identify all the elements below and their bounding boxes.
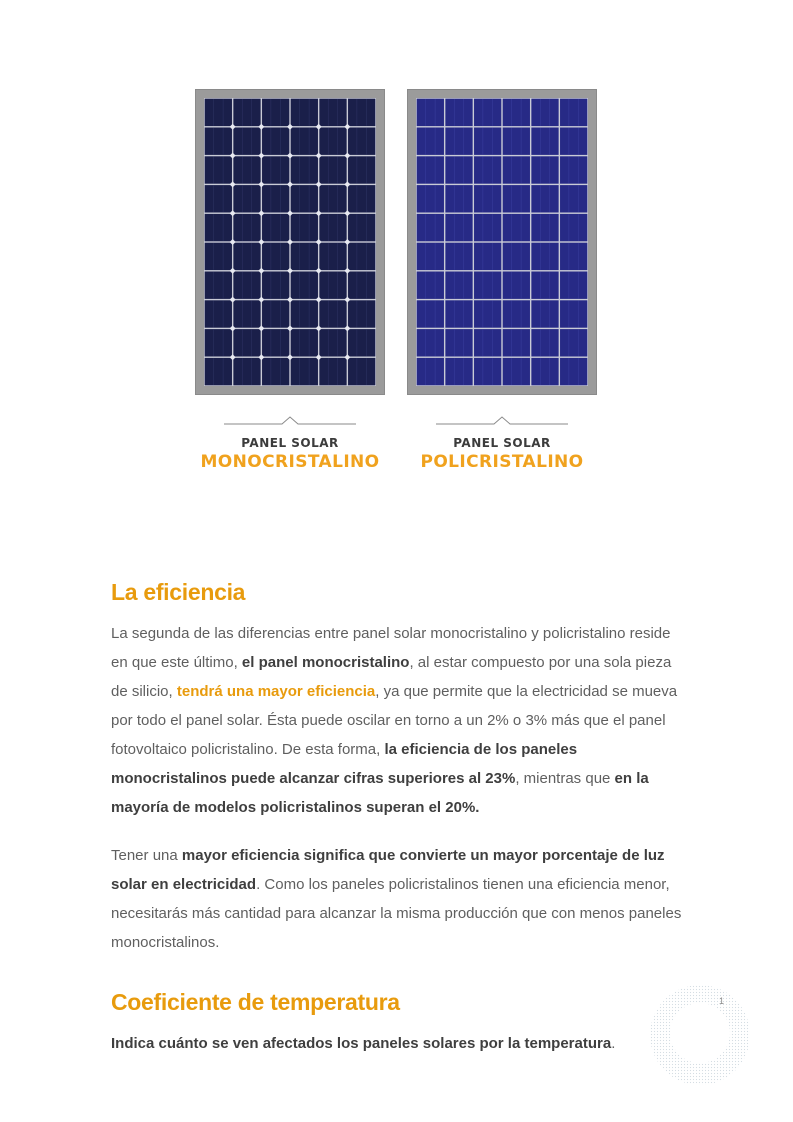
bold-run: mayor eficiencia significa que convierte un mayor porcentaje de luz solar en electricidad — [111, 847, 665, 893]
panel-cell — [262, 214, 289, 241]
panel-cell — [348, 185, 375, 212]
panel-cell — [348, 300, 375, 327]
panel-cell — [348, 329, 375, 356]
panel-cell — [531, 358, 558, 385]
panel-cell — [233, 156, 260, 183]
panel-cell — [319, 243, 346, 270]
polycrystalline-panel-image — [407, 89, 597, 395]
panel-cell — [205, 358, 232, 385]
solar-panels-figure — [0, 0, 793, 520]
panel-cell — [503, 185, 530, 212]
panel-cell — [503, 243, 530, 270]
panel-cell — [262, 156, 289, 183]
panel-cell — [291, 300, 318, 327]
temperature-paragraph — [111, 1029, 691, 1058]
panel-cell — [417, 99, 444, 126]
panel-cell — [445, 300, 472, 327]
panel-cell — [417, 185, 444, 212]
panel-cell — [319, 358, 346, 385]
panel-cell — [291, 99, 318, 126]
panel-cell — [445, 243, 472, 270]
panel-cell — [205, 185, 232, 212]
polycrystalline-caption — [402, 414, 602, 472]
panel-cell — [291, 185, 318, 212]
panel-cell — [233, 300, 260, 327]
panel-cell — [503, 99, 530, 126]
panel-cell — [319, 99, 346, 126]
caption-type-label: POLICRISTALINO — [420, 452, 584, 472]
panel-cell — [531, 214, 558, 241]
panel-cell — [560, 156, 587, 183]
panel-cell — [474, 99, 501, 126]
panel-cell — [474, 272, 501, 299]
panel-cell — [233, 358, 260, 385]
panel-cell — [445, 358, 472, 385]
panel-cell — [319, 329, 346, 356]
panel-cell — [417, 214, 444, 241]
panel-cell — [417, 156, 444, 183]
panel-cell — [445, 329, 472, 356]
panel-cell — [348, 358, 375, 385]
panel-cell — [445, 185, 472, 212]
panel-cell — [262, 300, 289, 327]
panel-cell — [205, 156, 232, 183]
text-run: La segunda de las diferencias entre panel solar monocristalino y policristalino reside en que este último, — [111, 625, 671, 671]
panel-cell — [560, 272, 587, 299]
panel-cell — [291, 128, 318, 155]
efficiency-paragraph-1 — [111, 619, 691, 822]
panel-cell — [445, 128, 472, 155]
efficiency-paragraph-2 — [111, 841, 691, 957]
panel-cell — [291, 156, 318, 183]
panel-cell — [348, 272, 375, 299]
highlight-run: tendrá una mayor eficiencia — [176, 683, 376, 700]
panel-cell — [348, 243, 375, 270]
text-run: . — [611, 1035, 616, 1052]
panel-cell — [291, 358, 318, 385]
panel-cell — [560, 185, 587, 212]
panel-cell — [262, 358, 289, 385]
caption-divider — [436, 414, 568, 426]
panel-cell — [531, 185, 558, 212]
panel-cell — [262, 185, 289, 212]
caption-small-label: PANEL SOLAR — [453, 436, 551, 450]
text-run: , mientras que — [515, 770, 615, 787]
panel-cell — [445, 99, 472, 126]
panel-cell — [205, 99, 232, 126]
panel-cell — [445, 156, 472, 183]
panel-cell — [531, 272, 558, 299]
text-run: , al estar compuesto por una sola pieza de silicio, — [111, 654, 672, 700]
panel-cell — [503, 272, 530, 299]
panel-cell — [417, 329, 444, 356]
panel-cell — [205, 214, 232, 241]
panel-cell — [291, 272, 318, 299]
panel-cell — [445, 272, 472, 299]
panel-cell — [291, 243, 318, 270]
efficiency-heading: La eficiencia — [111, 579, 246, 605]
panel-cell — [233, 329, 260, 356]
monocrystalline-panel-image — [195, 89, 385, 395]
panel-cell — [560, 243, 587, 270]
panel-cell — [531, 329, 558, 356]
panel-cell — [348, 128, 375, 155]
panel-cell — [291, 329, 318, 356]
bold-run: la eficiencia de los paneles monocristalinos puede alcanzar cifras superiores al 23% — [111, 741, 578, 787]
panel-cell — [417, 128, 444, 155]
panel-cell — [531, 300, 558, 327]
panel-cell — [417, 358, 444, 385]
panel-cell — [417, 272, 444, 299]
panel-cell — [233, 214, 260, 241]
panel-cell — [205, 128, 232, 155]
panel-cell — [474, 358, 501, 385]
panel-cell — [531, 156, 558, 183]
page-corner-decoration-icon — [650, 985, 750, 1085]
panel-cell — [319, 300, 346, 327]
text-run: Tener una — [111, 847, 182, 864]
panel-cell — [233, 243, 260, 270]
panel-cell — [503, 128, 530, 155]
panel-cell — [205, 272, 232, 299]
panel-cell — [503, 156, 530, 183]
panel-cell — [205, 243, 232, 270]
panel-cell — [474, 185, 501, 212]
panel-cell — [560, 128, 587, 155]
panel-cell — [262, 243, 289, 270]
monocrystalline-caption — [190, 414, 390, 472]
panel-cell — [560, 99, 587, 126]
panel-cell — [417, 243, 444, 270]
panel-cell — [531, 128, 558, 155]
panel-cell — [348, 156, 375, 183]
panel-cell — [319, 272, 346, 299]
panel-cell — [531, 243, 558, 270]
panel-cell — [560, 329, 587, 356]
panel-cell — [474, 243, 501, 270]
page-number: 1 — [719, 996, 725, 1006]
caption-type-label: MONOCRISTALINO — [200, 452, 380, 472]
panel-cell — [262, 99, 289, 126]
panel-cell — [503, 329, 530, 356]
panel-cell — [319, 156, 346, 183]
panel-cell — [503, 214, 530, 241]
panel-cell — [474, 128, 501, 155]
bold-run: el panel monocristalino — [241, 654, 410, 671]
caption-divider — [224, 414, 356, 426]
panel-cell — [531, 99, 558, 126]
panel-cell — [319, 128, 346, 155]
bold-run: Indica cuánto se ven afectados los paneles solares por la temperatura — [111, 1035, 612, 1052]
panel-cell — [291, 214, 318, 241]
bold-run: en la mayoría de modelos policristalinos superan el 20%. — [111, 770, 649, 816]
panel-cell — [262, 329, 289, 356]
panel-cell — [205, 300, 232, 327]
panel-cell — [445, 214, 472, 241]
panel-cell — [560, 214, 587, 241]
article-content — [111, 572, 691, 1058]
caption-small-label: PANEL SOLAR — [241, 436, 339, 450]
panel-cell — [262, 128, 289, 155]
panel-cell — [474, 329, 501, 356]
panel-cell — [560, 300, 587, 327]
panel-cell — [233, 128, 260, 155]
panel-cell — [474, 300, 501, 327]
panel-cell — [474, 156, 501, 183]
panel-cell — [233, 185, 260, 212]
panel-cell — [319, 214, 346, 241]
text-run: . Como los paneles policristalinos tienen una eficiencia menor, necesitarás más cantidad para alcanzar la misma producción que con menos paneles monocristalinos. — [111, 876, 682, 951]
panel-cell — [417, 300, 444, 327]
panel-cell — [348, 214, 375, 241]
panel-cell — [348, 99, 375, 126]
panel-cell — [503, 300, 530, 327]
text-run: , ya que permite que la electricidad se mueva por todo el panel solar. Ésta puede oscilar en torno a un 2% o 3% más que el panel fotovoltaico policristalino. De esta forma, — [111, 683, 678, 758]
panel-cell — [233, 99, 260, 126]
panel-cell — [560, 358, 587, 385]
panel-cell — [474, 214, 501, 241]
panel-cell — [233, 272, 260, 299]
temperature-heading: Coeficiente de temperatura — [111, 989, 400, 1015]
panel-cell — [262, 272, 289, 299]
panel-cell — [205, 329, 232, 356]
panel-cell — [503, 358, 530, 385]
panel-cell — [319, 185, 346, 212]
